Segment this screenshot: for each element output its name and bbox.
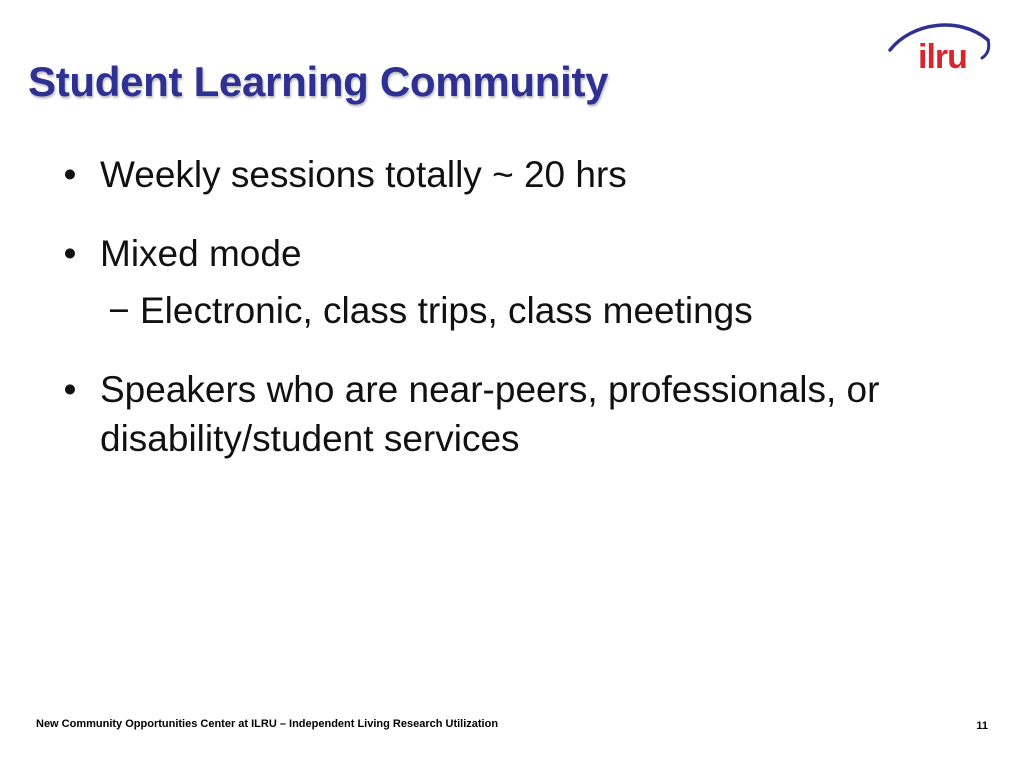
slide-title: Student Learning Community — [28, 58, 609, 105]
bullet-item — [60, 365, 960, 463]
ilru-logo-icon — [884, 14, 994, 74]
bullet-item — [60, 150, 960, 199]
bullet-text: Speakers who are near-peers, professionals, or disability/student services — [100, 369, 880, 459]
dash-icon: − — [108, 290, 130, 331]
bullet-text: Weekly sessions totally ~ 20 hrs — [100, 154, 627, 195]
bullet-text: Mixed mode — [100, 233, 302, 274]
footer-text: New Community Opportunities Center at ILRU – Independent Living Research Utilization — [36, 718, 499, 730]
logo-arc-tail — [982, 40, 989, 58]
sub-bullet-text: Electronic, class trips, class meetings — [140, 290, 753, 331]
logo-text: ilru — [918, 38, 967, 74]
slide-body — [60, 150, 960, 493]
page-number: 11 — [976, 720, 988, 732]
bullet-dot-icon: • — [63, 233, 77, 274]
bullet-dot-icon: • — [63, 369, 77, 410]
bullet-dot-icon: • — [63, 154, 77, 195]
sub-bullet-item — [60, 286, 960, 335]
bullet-item — [60, 229, 960, 335]
